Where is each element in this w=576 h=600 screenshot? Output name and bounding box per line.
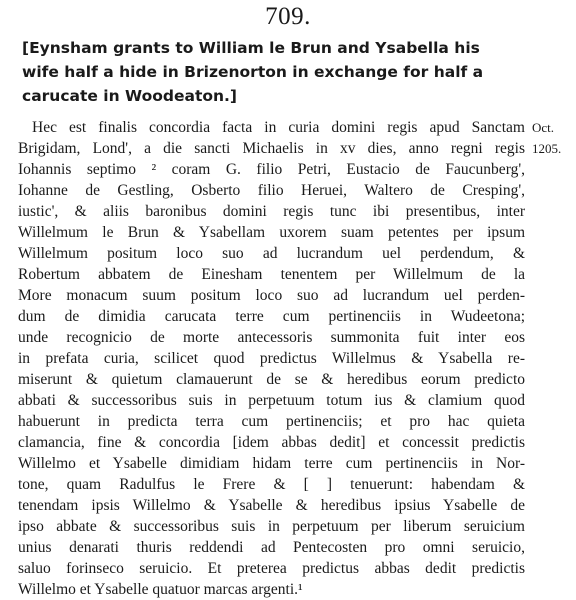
body-line: saluo forinseco seruicio. Et preterea predictus abbas dedit predictis: [18, 560, 525, 577]
heading-line: carucate in Woodeaton.]: [22, 87, 238, 105]
charter-body-text: [18, 117, 525, 600]
margin-date-year: 1205.: [532, 141, 562, 156]
body-line: Iohanne de Gestling, Osberto filio Heruei, Waltero de Cresping',: [18, 182, 525, 199]
body-line: More monacum suum positum loco suo ad lucrandum uel perden-: [18, 287, 525, 304]
body-line: Brigidam, Lond', a die sancti Michaelis in xv dies, anno regni regis: [18, 140, 525, 157]
body-line: ipso abbate & successoribus suis in perpetuum per liberum seruicium: [18, 518, 525, 535]
body-line: Hec est finalis concordia facta in curia domini regis apud Sanctam: [32, 119, 525, 136]
body-line: dum de dimidia carucata terre cum pertinenciis in Wudeetona;: [18, 308, 525, 325]
charter-heading: [22, 36, 562, 108]
body-line: unde recognicio de morte antecessoris summonita fuit inter eos: [18, 329, 525, 346]
heading-line: wife half a hide in Brizenorton in exchange for half a: [22, 63, 484, 81]
body-line: Willelmo et Ysabelle quatuor marcas argenti.¹: [18, 581, 303, 598]
body-line: clamancia, fine & concordia [idem abbas dedit] et concessit predictis: [18, 434, 525, 451]
body-line: Willelmum le Brun & Ysabellam uxorem suam petentes per ipsum: [18, 224, 525, 241]
page-number: 709.: [265, 3, 311, 30]
heading-line: [Eynsham grants to William le Brun and Ysabella his: [22, 39, 480, 57]
body-line: abbati & successoribus suis in perpetuum totum ius & clamium quod: [18, 392, 525, 409]
body-line: miserunt & quietum clamauerunt de se & heredibus eorum predicto: [18, 371, 525, 388]
body-line: habuerunt in predicta terra cum pertinenciis; et pro hac quieta: [18, 413, 525, 430]
body-line: iustic', & aliis baronibus domini regis tunc ibi presentibus, inter: [18, 203, 525, 220]
body-line: tone, quam Radulfus le Frere & [ ] tenuerunt: habendam &: [18, 476, 525, 493]
body-line: Willelmum positum loco suo ad lucrandum uel perdendum, &: [18, 245, 525, 262]
margin-date-note: [532, 117, 576, 159]
body-line: tenendam ipsis Willelmo & Ysabelle & heredibus ipsius Ysabelle de: [18, 497, 525, 514]
body-line: in prefata curia, scilicet quod predictus Willelmus & Ysabella re-: [18, 350, 525, 367]
body-line: unius denarati thuris reddendi ad Pentecosten pro omni seruicio,: [18, 539, 525, 556]
margin-date-month: Oct.: [532, 120, 555, 135]
body-line: Robertum abbatem de Einesham tenentem per Willelmum de la: [18, 266, 525, 283]
body-line: Willelmo et Ysabelle dimidiam hidam terre cum pertinenciis in Nor-: [18, 455, 525, 472]
body-line: Iohannis septimo ² coram G. filio Petri, Eustacio de Faucunberg',: [18, 161, 525, 178]
